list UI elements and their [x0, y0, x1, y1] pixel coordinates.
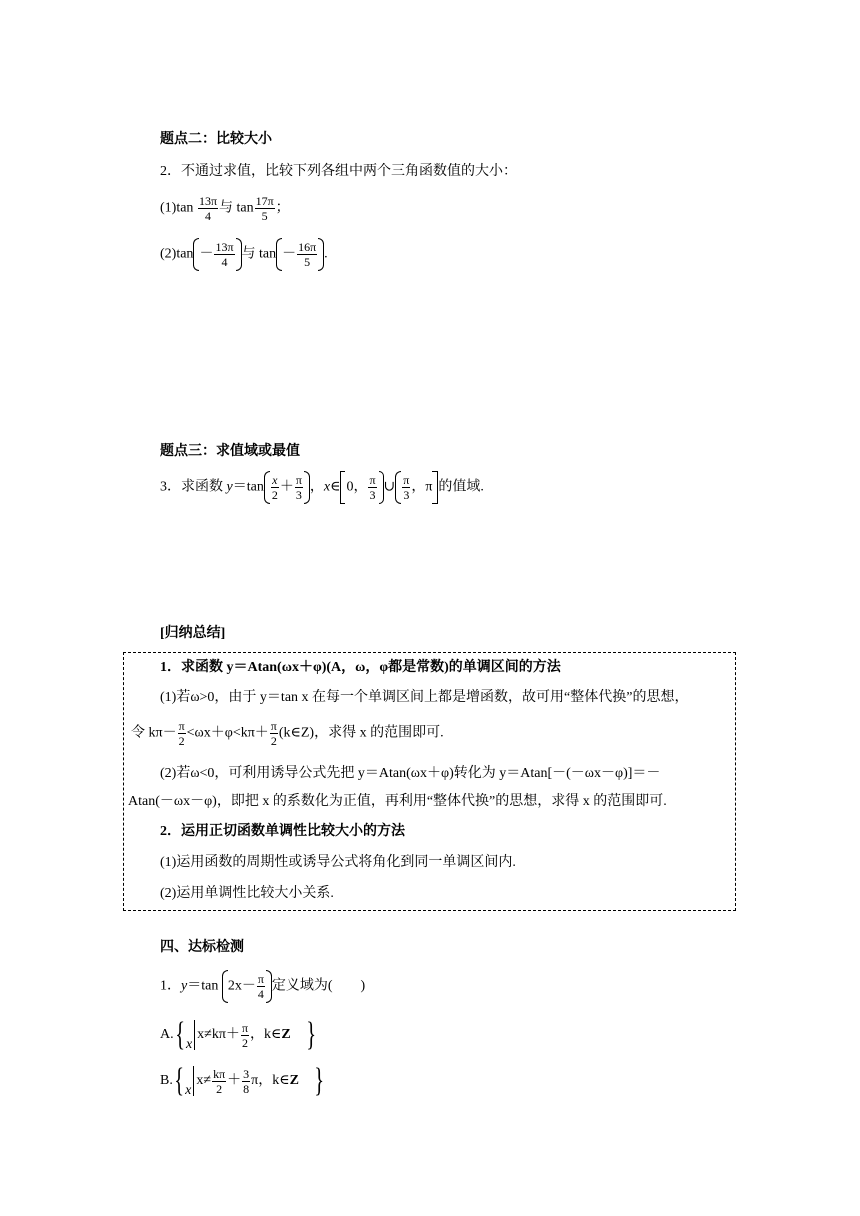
frac-num: 13π: [198, 194, 217, 208]
set-bar: [193, 1066, 194, 1096]
q2-1-label: (1)tan: [160, 200, 194, 216]
right-brace: }: [314, 1062, 324, 1099]
frac-num: π: [178, 719, 185, 733]
var-y: y: [181, 978, 188, 994]
var-y: y: [226, 479, 233, 495]
question-2-stem: 2．不通过求值，比较下列各组中两个三角函数值的大小：: [160, 164, 517, 179]
option-a: [160, 1016, 317, 1056]
fraction-16pi-5: [297, 240, 317, 269]
summary-item1-p2b: Atan(－ωx－φ)，即把 x 的系数化为正值，再利用“整体代换”的思想，求得 x 的范围即可.: [128, 794, 667, 809]
frac-num: 17π: [255, 194, 274, 208]
union-sign: ∪: [383, 479, 396, 495]
element-of-sign: ∈: [330, 479, 341, 495]
fraction-kpi-2: [212, 1067, 226, 1096]
q2-2-end: .: [324, 246, 328, 262]
summary-item2-title: 2．运用正切函数单调性比较大小的方法: [160, 824, 405, 839]
interval-1-start: 0，: [346, 479, 368, 495]
section3-heading: 题点三：求值域或最值: [160, 444, 300, 459]
left-brace: {: [174, 1062, 184, 1099]
frac-den: 4: [257, 987, 264, 1001]
fraction-pi-3: [402, 473, 410, 502]
frac-num: π: [369, 473, 376, 487]
summary-item1-title: 1．求函数 y＝Atan(ωx＋φ)(A，ω，φ都是常数)的单调区间的方法: [160, 660, 561, 675]
set-bar: [194, 1020, 195, 1050]
set-var-x: x: [185, 1083, 192, 1099]
frac-den: 4: [221, 255, 228, 269]
fraction-pi-2: [270, 719, 278, 748]
tq1-inner: 2x－: [227, 978, 256, 994]
frac-num: π: [257, 972, 264, 986]
var-x: x: [323, 479, 331, 495]
frac-den: 5: [304, 255, 311, 269]
integers-symbol: Z: [281, 1027, 291, 1043]
section2-heading: 题点二：比较大小: [160, 132, 272, 147]
q3-eq: ＝tan: [232, 479, 264, 495]
option-a-label: A.: [160, 1027, 174, 1043]
frac-num: π: [403, 473, 410, 487]
option-b-label: B.: [160, 1073, 173, 1089]
fraction-x-2: [271, 473, 279, 502]
summary-item1-p1b: [131, 719, 444, 753]
frac-den: 3: [369, 488, 376, 502]
fraction-pi-3: [368, 473, 376, 502]
q3-suffix: 的值域.: [438, 479, 484, 495]
right-brace: }: [305, 1016, 316, 1053]
comma: ，: [309, 479, 324, 495]
interval-2: [395, 473, 438, 502]
paren-group-a: [193, 240, 241, 269]
option-a-cond-post: ，k∈: [250, 1027, 282, 1043]
fraction-pi-2: [241, 1021, 249, 1050]
summary-item1-p1a: (1)若ω>0，由于 y＝tan x 在每一个单调区间上都是增函数，故可用“整体代换”的思想，: [160, 690, 689, 705]
comma: ，: [411, 479, 426, 495]
tq1-prefix: 1．: [160, 978, 181, 994]
set-var-x: x: [185, 1037, 193, 1053]
fraction-pi-2: [178, 719, 186, 748]
frac-den: 2: [270, 734, 277, 748]
q2-2-label: (2)tan: [160, 246, 194, 262]
question-2-part-1: [160, 194, 290, 228]
frac-num: π: [241, 1020, 248, 1035]
frac-num: 3: [243, 1066, 250, 1081]
frac-den: 2: [216, 1081, 223, 1096]
plus-sign: ＋: [279, 479, 294, 495]
p1b-post: (k∈Z)，求得 x 的范围即可.: [278, 725, 444, 741]
paren-argument: [264, 473, 310, 502]
test-question-1: [160, 972, 365, 1008]
frac-num: π: [270, 719, 277, 733]
fraction-13pi-4: [198, 194, 218, 223]
q3-prefix: 3．求函数: [160, 479, 227, 495]
section4-heading: 四、达标检测: [160, 940, 244, 955]
fraction-17pi-5: [255, 194, 275, 223]
p1b-pre: 令 kπ－: [131, 725, 177, 741]
frac-den: 8: [243, 1081, 250, 1096]
paren-group-b: [276, 240, 324, 269]
option-b: [160, 1062, 325, 1102]
tq1-eq: ＝tan: [187, 978, 222, 994]
left-brace: {: [174, 1016, 185, 1053]
tq1-suffix: 定义域为( ): [271, 978, 366, 994]
q2-2-mid: 与 tan: [241, 246, 277, 262]
frac-den: 2: [271, 488, 278, 502]
frac-den: 3: [295, 488, 302, 502]
minus-sign: －: [282, 246, 297, 262]
fraction-pi-3: [295, 473, 303, 502]
fraction-3-8: [242, 1067, 250, 1096]
interval-1: [340, 473, 383, 502]
option-b-cond-post: π，k∈: [251, 1073, 290, 1089]
summary-item2-p2: (2)运用单调性比较大小关系.: [160, 886, 334, 901]
minus-sign: －: [199, 246, 214, 262]
frac-den: 3: [403, 488, 410, 502]
fraction-13pi-4: [214, 240, 234, 269]
frac-num: kπ: [213, 1066, 226, 1081]
option-a-cond-pre: x≠kπ＋: [197, 1027, 240, 1043]
frac-den: 2: [178, 734, 185, 748]
frac-num: 13π: [215, 240, 234, 254]
option-b-cond-pre: x≠: [196, 1073, 212, 1089]
interval-2-end: π: [425, 479, 433, 495]
question-2-part-2: [160, 240, 328, 276]
frac-den: 4: [204, 209, 211, 223]
fraction-pi-4: [257, 972, 265, 1001]
summary-item1-p2a: (2)若ω<0，可利用诱导公式先把 y＝Atan(ωx＋φ)转化为 y＝Atan[－(－ωx－φ)]＝－: [160, 766, 661, 781]
question-3: [160, 473, 484, 511]
plus-sign: ＋: [227, 1073, 242, 1089]
p1b-mid: <ωx＋φ<kπ＋: [186, 725, 269, 741]
summary-title: [归纳总结]: [160, 626, 226, 641]
frac-den: 5: [261, 209, 268, 223]
frac-den: 2: [241, 1035, 248, 1050]
frac-num: π: [295, 473, 302, 487]
frac-num: x: [272, 473, 278, 487]
paren-argument: [222, 972, 272, 1001]
q2-1-mid: 与 tan: [219, 200, 254, 216]
frac-num: 16π: [298, 240, 317, 254]
q2-1-end: ；: [275, 200, 290, 216]
integers-symbol: Z: [289, 1073, 299, 1089]
summary-item2-p1: (1)运用函数的周期性或诱导公式将角化到同一单调区间内.: [160, 855, 516, 870]
